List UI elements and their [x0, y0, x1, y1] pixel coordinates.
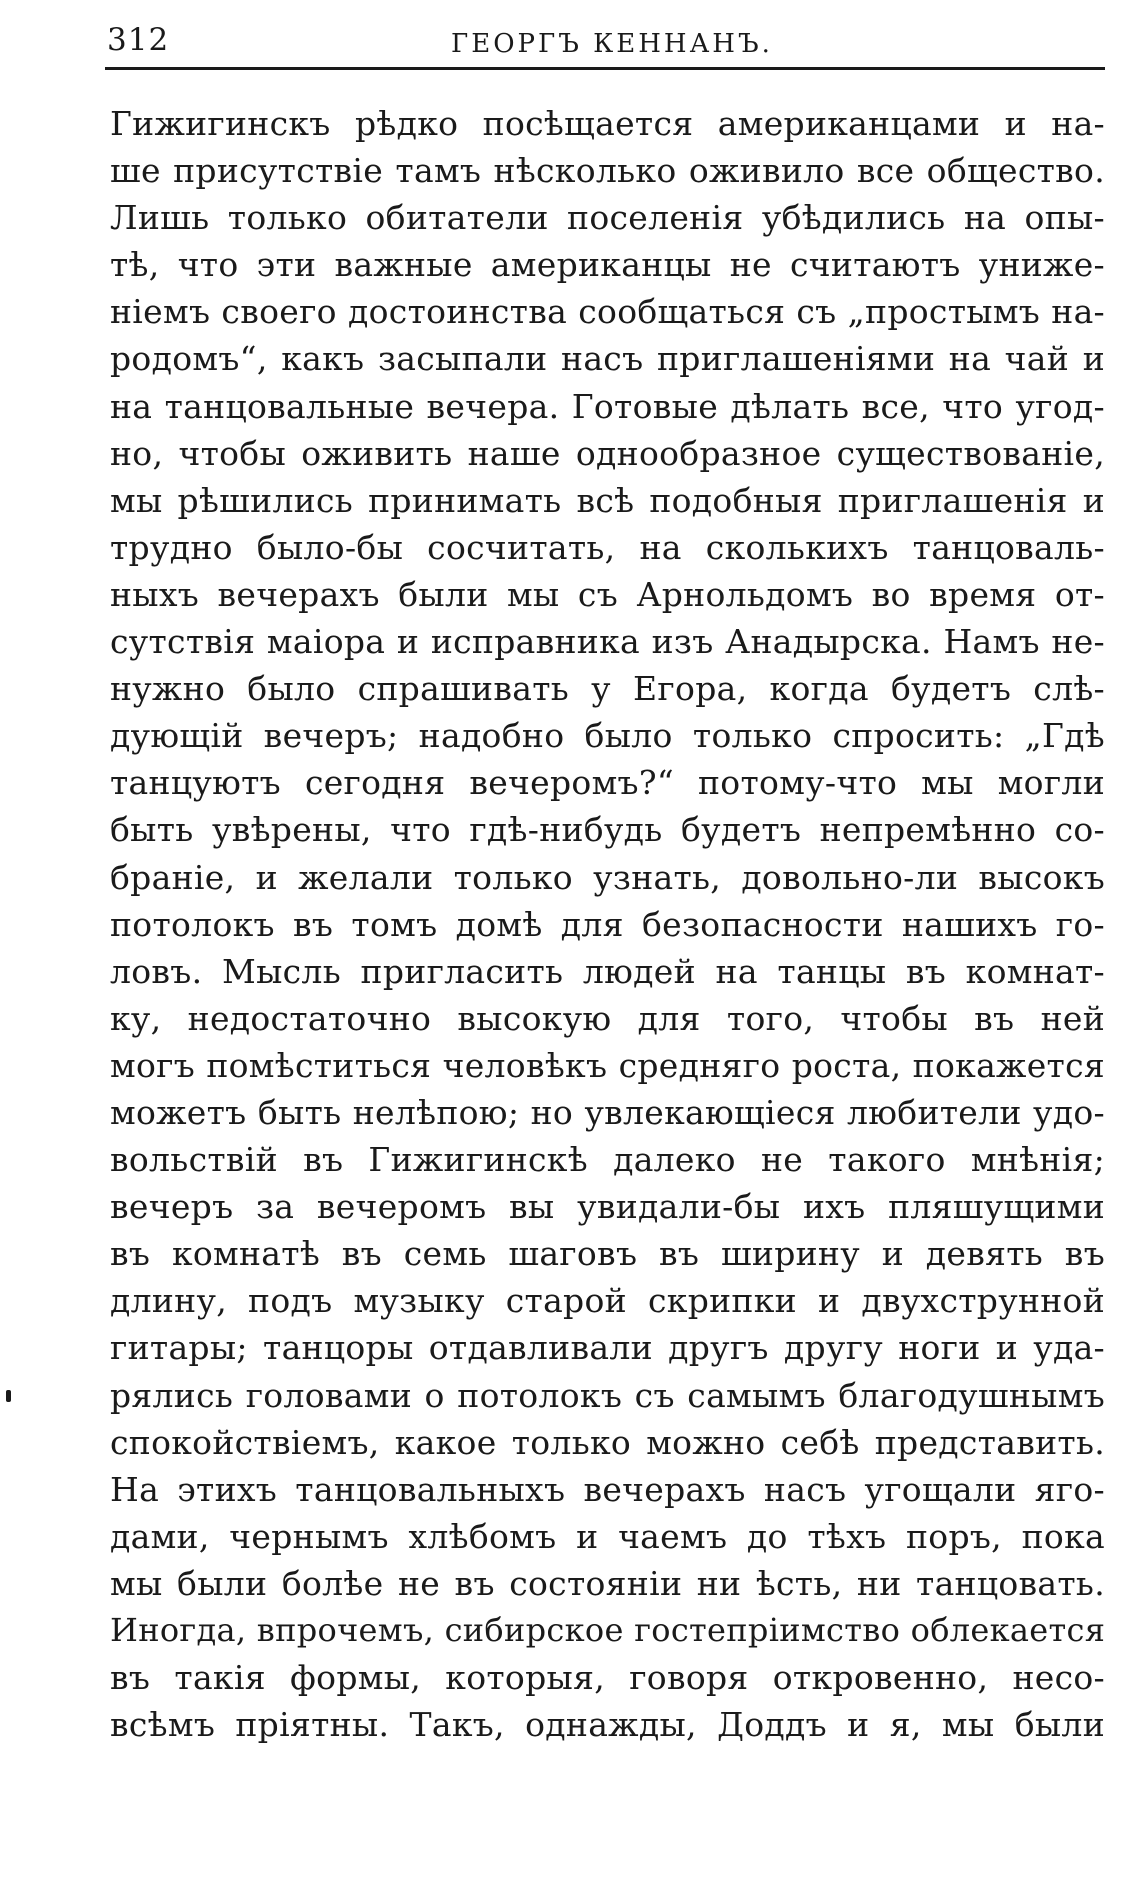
text-line: сутствія маіора и исправника изъ Анадырска. Намъ не- [110, 622, 1105, 662]
text-line: Гижигинскъ рѣдко посѣщается американцами и на- [110, 104, 1105, 143]
text-line: нужно было спрашивать у Егора, когда будетъ слѣ- [110, 669, 1105, 709]
text-line: дами, чернымъ хлѣбомъ и чаемъ до тѣхъ поръ, пока [110, 1516, 1105, 1556]
ink-speck [6, 1390, 11, 1402]
text-line: гитары; танцоры отдавливали другъ другу ноги и уда- [110, 1328, 1105, 1368]
text-line: танцуютъ сегодня вечеромъ?“ потому-что мы могли [110, 763, 1105, 803]
running-head: ГЕОРГЪ КЕННАНЪ. [451, 29, 773, 59]
text-line: спокойствіемъ, какое только можно себѣ представить. [110, 1422, 1105, 1462]
page-number: 312 [107, 22, 170, 58]
text-line: ловъ. Мысль пригласить людей на танцы въ комнат- [110, 951, 1105, 991]
text-line: дующій вечеръ; надобно было только спросить: „Гдѣ [110, 716, 1105, 756]
text-line: потолокъ въ томъ домѣ для безопасности нашихъ го- [110, 904, 1105, 944]
page-header [105, 18, 1105, 66]
text-line: тѣ, что эти важные американцы не считаютъ униже- [110, 245, 1105, 285]
header-rule [105, 67, 1105, 70]
text-line: ніемъ своего достоинства сообщаться съ „простымъ на- [110, 292, 1105, 332]
text-line: быть увѣрены, что гдѣ-нибудь будетъ непремѣнно со- [110, 810, 1105, 850]
text-line: вольствій въ Гижигинскѣ далеко не такого мнѣнія; [110, 1140, 1105, 1180]
text-line: могъ помѣститься человѣкъ средняго роста, покажется [110, 1045, 1105, 1085]
text-line: всѣмъ пріятны. Такъ, однажды, Доддъ и я, мы были [110, 1705, 1105, 1745]
text-line: но, чтобы оживить наше однообразное существованіе, [110, 433, 1105, 473]
text-line: можетъ быть нелѣпою; но увлекающіеся любители удо- [110, 1092, 1105, 1132]
text-line: трудно было-бы сосчитать, на сколькихъ танцоваль- [110, 527, 1105, 567]
text-line: Лишь только обитатели поселенія убѣдились на опы- [110, 198, 1105, 238]
text-line: въ комнатѣ въ семь шаговъ въ ширину и девять въ [110, 1234, 1105, 1274]
text-line: ше присутствіе тамъ нѣсколько оживило все общество. [110, 151, 1105, 191]
text-line: ныхъ вечерахъ были мы съ Арнольдомъ во время от- [110, 574, 1105, 614]
text-line: браніе, и желали только узнать, довольно-ли высокъ [110, 857, 1105, 897]
text-line: длину, подъ музыку старой скрипки и двухструнной [110, 1281, 1105, 1321]
text-line: на танцовальные вечера. Готовые дѣлать все, что угод- [110, 386, 1105, 426]
text-line: рялись головами о потолокъ съ самымъ благодушнымъ [110, 1375, 1105, 1415]
text-line: мы были болѣе не въ состояніи ни ѣсть, ни танцовать. [110, 1563, 1105, 1603]
text-line: Иногда, впрочемъ, сибирское гостепріимство облекается [110, 1611, 1106, 1649]
text-line: ку, недостаточно высокую для того, чтобы въ ней [110, 998, 1105, 1038]
body-text [110, 100, 1105, 1748]
text-line: На этихъ танцовальныхъ вечерахъ насъ угощали яго- [110, 1469, 1105, 1509]
text-line: вечеръ за вечеромъ вы увидали-бы ихъ пляшущими [110, 1187, 1105, 1227]
text-line: мы рѣшились принимать всѣ подобныя приглашенія и [110, 480, 1105, 520]
text-line: въ такія формы, которыя, говоря откровенно, несо- [110, 1658, 1105, 1698]
text-line: родомъ“, какъ засыпали насъ приглашеніями на чай и [110, 339, 1105, 379]
